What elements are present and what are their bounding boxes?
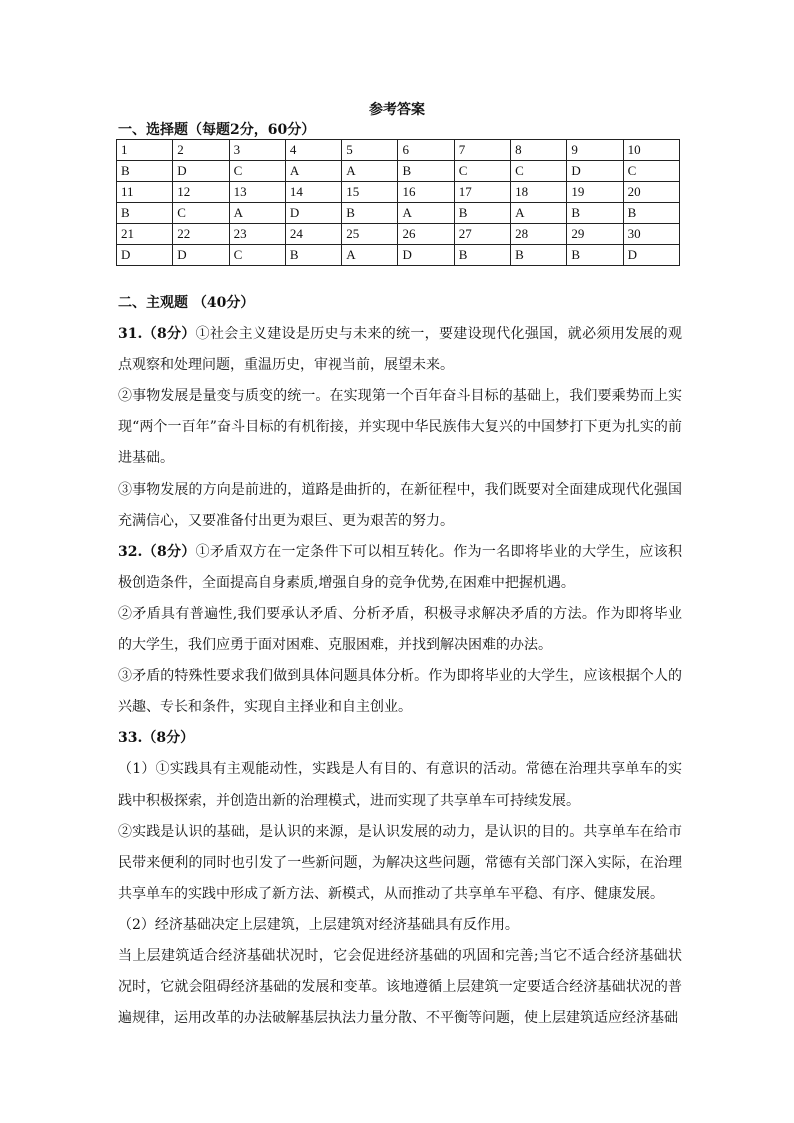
question-number-cell: 24 bbox=[285, 224, 341, 245]
q33-paragraph-4: 当上层建筑适合经济基础状况时，它会促进经济基础的巩固和完善;当它不适合经济基础状况时，它就会阻碍经济基础的发展和变革。该地遵循上层建筑一定要适合经济基础状况的普遍规律，运用改革的办法破解基层执法力量分散、不平衡等问题，使上层建筑适应经济基础 bbox=[118, 947, 682, 1027]
answer-cell: B bbox=[285, 245, 341, 266]
q32-label: 32.（8分） bbox=[118, 543, 196, 560]
q31-text-1: ①社会主义建设是历史与未来的统一，要建设现代化强国，就必须用发展的观点观察和处理问题，重温历史，审视当前，展望未来。 bbox=[118, 326, 682, 374]
answer-cell: D bbox=[623, 245, 679, 266]
answer-cell: C bbox=[229, 245, 285, 266]
answer-cell: A bbox=[342, 161, 398, 182]
q33-paragraph-1: （1）①实践具有主观能动性，实践是人有目的、有意识的活动。常德在治理共享单车的实践中积极探索，并创造出新的治理模式，进而实现了共享单车可持续发展。 bbox=[118, 761, 682, 809]
q32-paragraph-2: ②矛盾具有普遍性,我们要承认矛盾、分析矛盾，积极寻求解决矛盾的方法。作为即将毕业的大学生，我们应勇于面对困难、克服困难，并找到解决困难的办法。 bbox=[118, 605, 682, 654]
answer-cell: A bbox=[285, 161, 341, 182]
q32-text-1: ①矛盾双方在一定条件下可以相互转化。作为一名即将毕业的大学生，应该积极创造条件，全面提高自身素质,增强自身的竞争优势,在困难中把握机遇。 bbox=[118, 543, 682, 591]
q33-label: 33.（8分） bbox=[118, 730, 195, 747]
q33-paragraph-3: （2）经济基础决定上层建筑，上层建筑对经济基础具有反作用。 bbox=[118, 916, 519, 933]
answer-key-table-body bbox=[117, 140, 680, 266]
q32-paragraph-1 bbox=[118, 537, 682, 599]
answer-cell: D bbox=[117, 245, 173, 266]
answer-cell: D bbox=[567, 161, 623, 182]
question-number-cell: 29 bbox=[567, 224, 623, 245]
table-row bbox=[117, 161, 680, 182]
question-number-cell: 23 bbox=[229, 224, 285, 245]
answer-cell: B bbox=[567, 203, 623, 224]
section1-heading: 一、选择题（每题2分，60分） bbox=[118, 122, 316, 138]
answer-cell: B bbox=[454, 245, 510, 266]
answer-key-table bbox=[116, 139, 680, 266]
question-number-cell: 8 bbox=[511, 140, 567, 161]
answer-cell: B bbox=[567, 245, 623, 266]
answer-cell: B bbox=[342, 203, 398, 224]
q31-paragraph-2: ②事物发展是量变与质变的统一。在实现第一个百年奋斗目标的基础上，我们要乘势而上实现“两个一百年”奋斗目标的有机衔接，并实现中华民族伟大复兴的中国梦打下更为扎实的前进基础。 bbox=[118, 388, 682, 467]
table-row bbox=[117, 245, 680, 266]
question-number-cell: 9 bbox=[567, 140, 623, 161]
question-number-cell: 14 bbox=[285, 182, 341, 203]
answer-cell: D bbox=[173, 161, 229, 182]
answer-cell: A bbox=[511, 203, 567, 224]
question-number-cell: 22 bbox=[173, 224, 229, 245]
answer-cell: C bbox=[511, 161, 567, 182]
question-number-cell: 3 bbox=[229, 140, 285, 161]
q31-paragraph-1 bbox=[118, 319, 682, 381]
question-number-cell: 1 bbox=[117, 140, 173, 161]
answer-cell: D bbox=[173, 245, 229, 266]
question-number-cell: 11 bbox=[117, 182, 173, 203]
question-number-cell: 10 bbox=[623, 140, 679, 161]
answer-cell: A bbox=[398, 203, 454, 224]
question-number-cell: 15 bbox=[342, 182, 398, 203]
question-number-cell: 21 bbox=[117, 224, 173, 245]
question-number-cell: 13 bbox=[229, 182, 285, 203]
question-number-cell: 6 bbox=[398, 140, 454, 161]
question-number-cell: 26 bbox=[398, 224, 454, 245]
answer-cell: B bbox=[117, 203, 173, 224]
table-row bbox=[117, 182, 680, 203]
section2-heading: 二、主观题 （40分） bbox=[118, 295, 255, 311]
q31-paragraph-3: ③事物发展的方向是前进的，道路是曲折的，在新征程中，我们既要对全面建成现代化强国充满信心，又要准备付出更为艰巨、更为艰苦的努力。 bbox=[118, 481, 682, 529]
question-number-cell: 17 bbox=[454, 182, 510, 203]
q31-label: 31.（8分） bbox=[118, 326, 196, 343]
answer-cell: A bbox=[342, 245, 398, 266]
table-row bbox=[117, 140, 680, 161]
subjective-section bbox=[118, 288, 682, 1034]
question-number-cell: 25 bbox=[342, 224, 398, 245]
answer-cell: D bbox=[285, 203, 341, 224]
question-number-cell: 2 bbox=[173, 140, 229, 161]
q33-paragraph-2: ②实践是认识的基础，是认识的来源，是认识发展的动力，是认识的目的。共享单车在给市民带来便利的同时也引发了一些新问题，为解决这些问题，常德有关部门深入实际，在治理共享单车的实践中形成了新方法、新模式，从而推动了共享单车平稳、有序、健康发展。 bbox=[118, 823, 682, 902]
page-title: 参考答案 bbox=[369, 102, 425, 118]
question-number-cell: 5 bbox=[342, 140, 398, 161]
answer-cell: D bbox=[398, 245, 454, 266]
answer-cell: B bbox=[398, 161, 454, 182]
answer-cell: B bbox=[117, 161, 173, 182]
q32-paragraph-3: ③矛盾的特殊性要求我们做到具体问题具体分析。作为即将毕业的大学生，应该根据个人的兴趣、专长和条件，实现自主择业和自主创业。 bbox=[118, 668, 682, 716]
question-number-cell: 12 bbox=[173, 182, 229, 203]
question-number-cell: 30 bbox=[623, 224, 679, 245]
question-number-cell: 27 bbox=[454, 224, 510, 245]
table-row bbox=[117, 203, 680, 224]
answer-cell: B bbox=[623, 203, 679, 224]
table-row bbox=[117, 224, 680, 245]
question-number-cell: 19 bbox=[567, 182, 623, 203]
answer-cell: C bbox=[623, 161, 679, 182]
answer-cell: B bbox=[511, 245, 567, 266]
answer-cell: C bbox=[454, 161, 510, 182]
answer-cell: C bbox=[229, 161, 285, 182]
answer-cell: C bbox=[173, 203, 229, 224]
question-number-cell: 16 bbox=[398, 182, 454, 203]
answer-cell: A bbox=[229, 203, 285, 224]
answer-cell: B bbox=[454, 203, 510, 224]
question-number-cell: 20 bbox=[623, 182, 679, 203]
question-number-cell: 28 bbox=[511, 224, 567, 245]
question-number-cell: 4 bbox=[285, 140, 341, 161]
question-number-cell: 7 bbox=[454, 140, 510, 161]
question-number-cell: 18 bbox=[511, 182, 567, 203]
